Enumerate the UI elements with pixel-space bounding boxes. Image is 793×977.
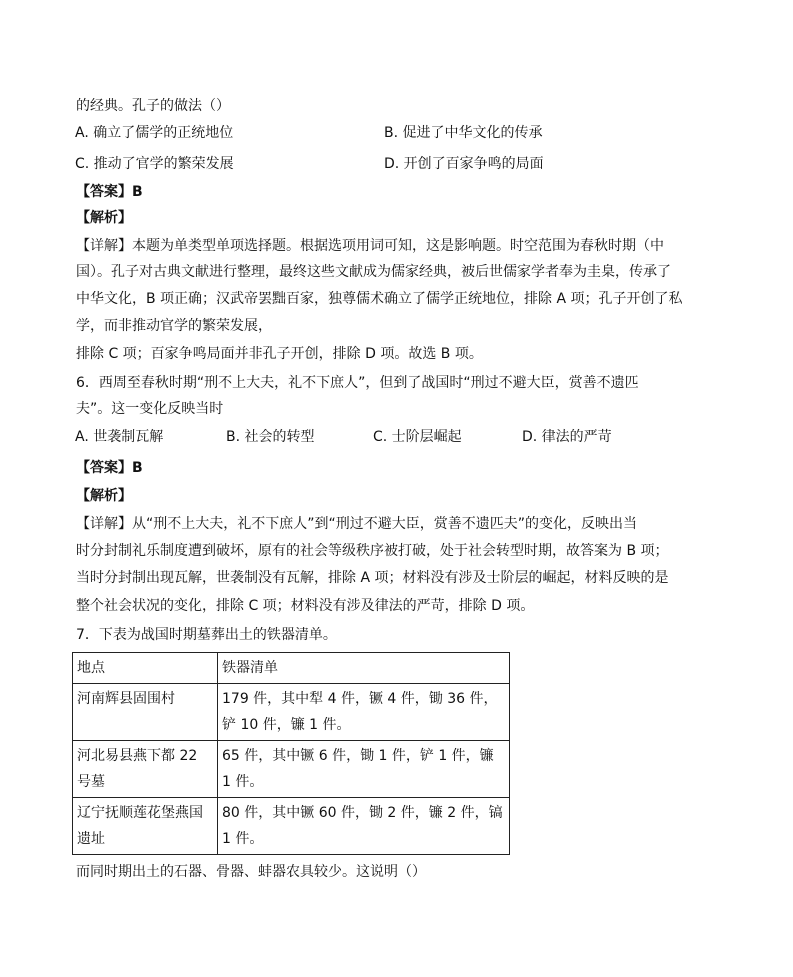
q5-option-d: D. 开创了百家争鸣的局面 (384, 156, 544, 172)
table-cell-location: 辽宁抚顺莲花堡燕国遗址 (73, 798, 218, 855)
q5-answer: 【答案】B (76, 184, 143, 200)
q6-answer: 【答案】B (76, 460, 143, 476)
q5-detail-line-2: 国）。孔子对古典文献进行整理，最终这些文献成为儒家经典，被后世儒家学者奉为圭臬，传承了 (76, 264, 671, 280)
table-header-list: 铁器清单 (218, 653, 510, 684)
iron-tools-table (72, 652, 510, 855)
table-row (73, 741, 510, 798)
table-cell-list: 65 件，其中镢 6 件，锄 1 件，铲 1 件，镰 1 件。 (218, 741, 510, 798)
table-row (73, 798, 510, 855)
q5-stem-tail: 的经典。孔子的做法（） (76, 98, 230, 114)
table-cell-location: 河北易县燕下都 22 号墓 (73, 741, 218, 798)
q5-option-a: A. 确立了儒学的正统地位 (75, 125, 234, 141)
q6-analysis-label: 【解析】 (76, 488, 132, 504)
q6-detail-line-2: 时分封制礼乐制度遭到破坏，原有的社会等级秩序被打破，处于社会转型时期，故答案为 B 项； (76, 543, 669, 559)
table-header-location: 地点 (73, 653, 218, 684)
q6-option-d: D. 律法的严苛 (522, 429, 612, 445)
q6-stem-line-2: 夫”。这一变化反映当时 (76, 401, 224, 417)
q6-option-c: C. 士阶层崛起 (373, 429, 462, 445)
table-row (73, 684, 510, 741)
q5-analysis-label: 【解析】 (76, 210, 132, 226)
q5-option-c: C. 推动了官学的繁荣发展 (75, 156, 234, 172)
q5-option-b: B. 促进了中华文化的传承 (384, 125, 543, 141)
q7-stem: 7．下表为战国时期墓葬出土的铁器清单。 (76, 627, 337, 643)
q5-detail-line-3: 中华文化，B 项正确；汉武帝罢黜百家，独尊儒术确立了儒学正统地位，排除 A 项；孔子开创了私 (76, 291, 683, 307)
q6-option-b: B. 社会的转型 (226, 429, 315, 445)
q5-detail-line-4: 学，而非推动官学的繁荣发展， (76, 318, 272, 334)
q6-stem-line-1: 6．西周至春秋时期“刑不上大夫，礼不下庶人”，但到了战国时“刑过不避大臣，赏善不遗匹 (76, 375, 639, 391)
q5-detail-line-1: 【详解】本题为单类型单项选择题。根据选项用词可知，这是影响题。时空范围为春秋时期（中 (76, 238, 664, 254)
table-header-row (73, 653, 510, 684)
q6-detail-line-4: 整个社会状况的变化，排除 C 项；材料没有涉及律法的严苛，排除 D 项。 (76, 598, 535, 614)
q5-detail-line-5: 排除 C 项；百家争鸣局面并非孔子开创，排除 D 项。故选 B 项。 (76, 346, 483, 362)
q6-detail-line-3: 当时分封制出现瓦解，世袭制没有瓦解，排除 A 项；材料没有涉及士阶层的崛起，材料反映的是 (76, 570, 669, 586)
q6-option-a: A. 世袭制瓦解 (75, 429, 164, 445)
table-cell-list: 179 件，其中犁 4 件，镢 4 件，锄 36 件，铲 10 件，镰 1 件。 (218, 684, 510, 741)
table-cell-list: 80 件，其中镢 60 件，锄 2 件，镰 2 件，镐 1 件。 (218, 798, 510, 855)
q6-detail-line-1: 【详解】从“刑不上大夫，礼不下庶人”到“刑过不避大臣，赏善不遗匹夫”的变化，反映出当 (76, 516, 638, 532)
q7-after-table: 而同时期出土的石器、骨器、蚌器农具较少。这说明（） (76, 864, 426, 880)
table-cell-location: 河南辉县固围村 (73, 684, 218, 741)
